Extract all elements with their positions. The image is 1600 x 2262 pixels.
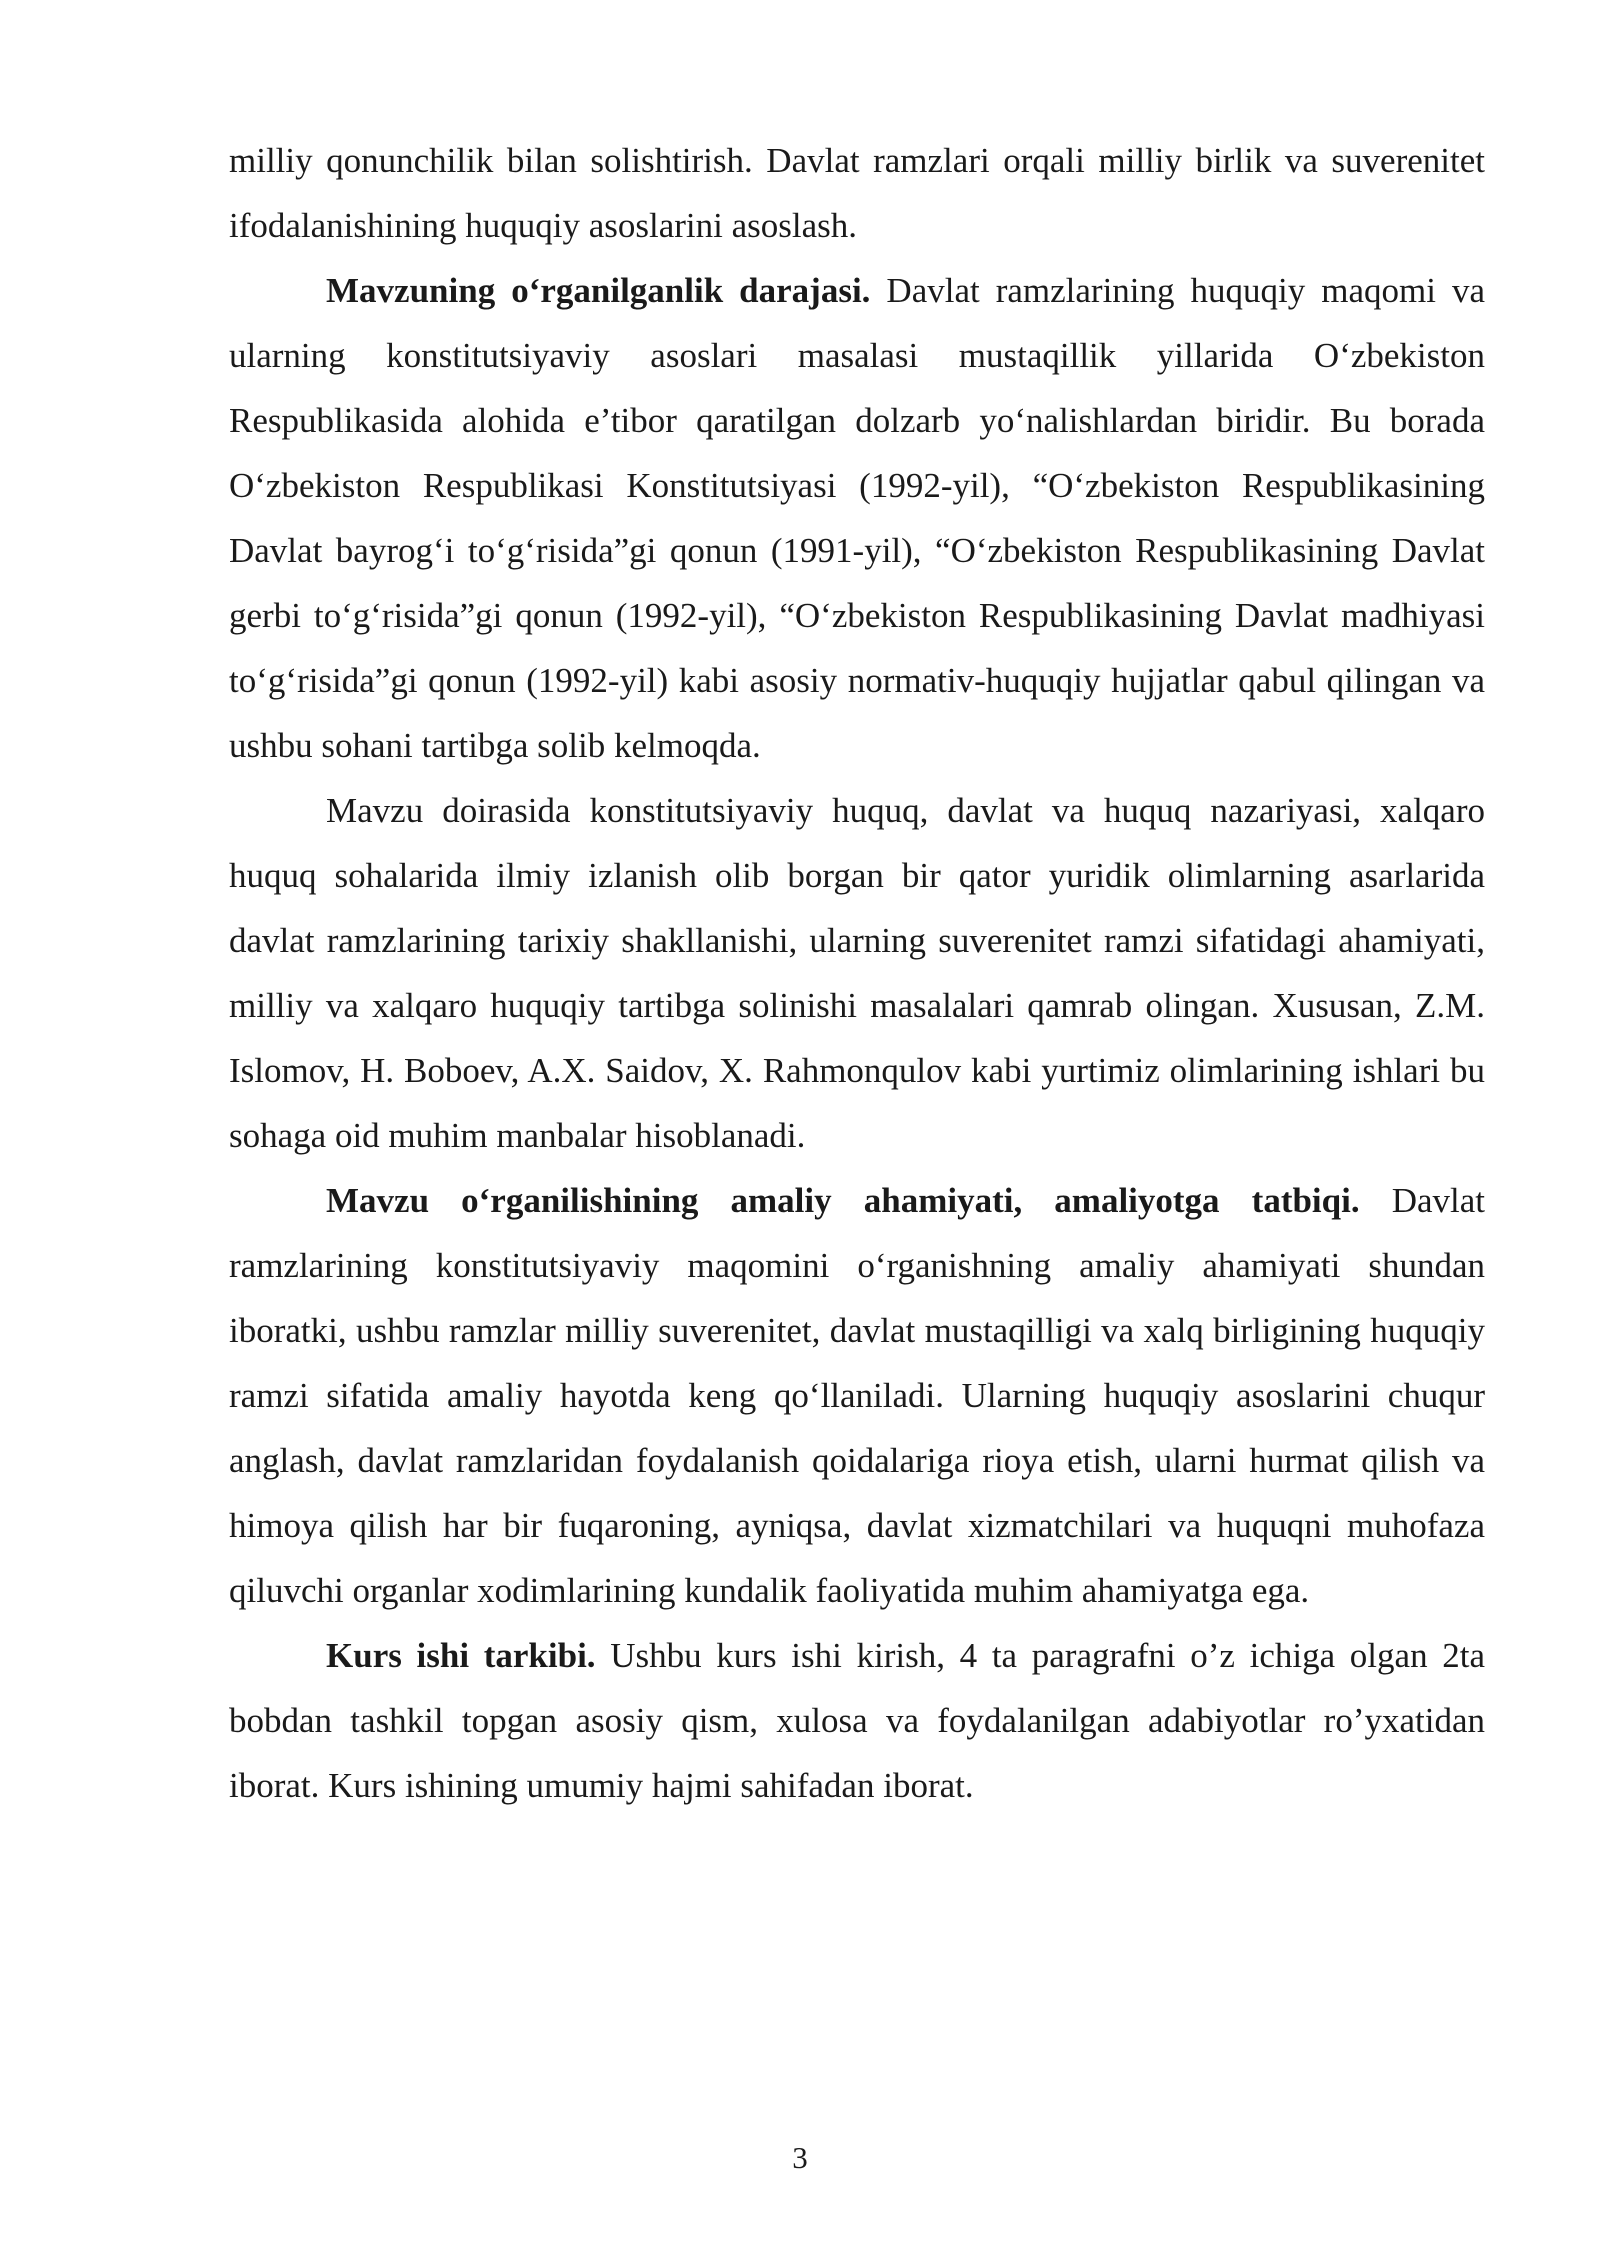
paragraph-text: Davlat ramzlarining konstitutsiyaviy maqomini o‘rganishning amaliy ahamiyati shundan iboratki, ushbu ramzlar milliy suverenitet, davlat mustaqilligi va xalq birligining huquqiy ramzi sifatida amaliy hayotda keng qo‘llaniladi. Ularning huquqiy asoslarini chuqur anglash, davlat ramzlaridan foydalanish qoidalariga rioya etish, ularni hurmat qilish va himoya qilish har bir fuqaroning, ayniqsa, davlat xizmatchilari va huquqni muhofaza qiluvchi organlar xodimlarining kundalik faoliyatida muhim ahamiyatga ega.: [229, 1181, 1486, 1610]
paragraph-text: Davlat ramzlarining huquqiy maqomi va ularning konstitutsiyaviy asoslari masalasi mustaqillik yillarida O‘zbekiston Respublikasida alohida e’tibor qaratilgan dolzarb yo‘nalishlardan biridir. Bu borada O‘zbekiston Respublikasi Konstitutsiyasi (1992-yil), “O‘zbekiston Respublikasining Davlat bayrog‘i to‘g‘risida”gi qonun (1991-yil), “O‘zbekiston Respublikasining Davlat gerbi to‘g‘risida”gi qonun (1992-yil), “O‘zbekiston Respublikasining Davlat madhiyasi to‘g‘risida”gi qonun (1992-yil) kabi asosiy normativ-huquqiy hujjatlar qabul qilingan va ushbu sohani tartibga solib kelmoqda.: [229, 271, 1485, 765]
paragraph-continuation: [229, 128, 1485, 258]
paragraph-text: Ushbu kurs ishi kirish, 4 ta paragrafni o’z ichiga olgan 2ta bobdan tashkil topgan asosiy qism, xulosa va foydalanilgan adabiyotlar ro’yxatidan iborat. Kurs ishining umumiy hajmi sahifadan iborat.: [229, 1636, 1485, 1805]
paragraph-heading: Mavzu o‘rganilishining amaliy ahamiyati, amaliyotga tatbiqi.: [326, 1181, 1360, 1220]
paragraph-structure: [229, 1623, 1485, 1818]
paragraph-heading: Mavzuning o‘rganilganlik darajasi.: [326, 271, 871, 310]
page-number: 3: [792, 2140, 808, 2175]
paragraph-heading: Kurs ishi tarkibi.: [326, 1636, 596, 1675]
paragraph-practical-significance: [229, 1168, 1485, 1623]
paragraph-scholars: [229, 778, 1485, 1168]
paragraph-study-level: [229, 258, 1485, 778]
paragraph-text: milliy qonunchilik bilan solishtirish. Davlat ramzlari orqali milliy birlik va suverenitet ifodalanishining huquqiy asoslarini asoslash.: [229, 141, 1485, 245]
body-text: [229, 128, 1485, 1818]
paragraph-text: Mavzu doirasida konstitutsiyaviy huquq, davlat va huquq nazariyasi, xalqaro huquq sohalarida ilmiy izlanish olib borgan bir qator yuridik olimlarning asarlarida davlat ramzlarining tarixiy shakllanishi, ularning suverenitet ramzi sifatidagi ahamiyati, milliy va xalqaro huquqiy tartibga solinishi masalalari qamrab olingan. Xususan, Z.M. Islomov, H. Boboev, A.X. Saidov, X. Rahmonqulov kabi yurtimiz olimlarining ishlari bu sohaga oid muhim manbalar hisoblanadi.: [229, 791, 1485, 1155]
